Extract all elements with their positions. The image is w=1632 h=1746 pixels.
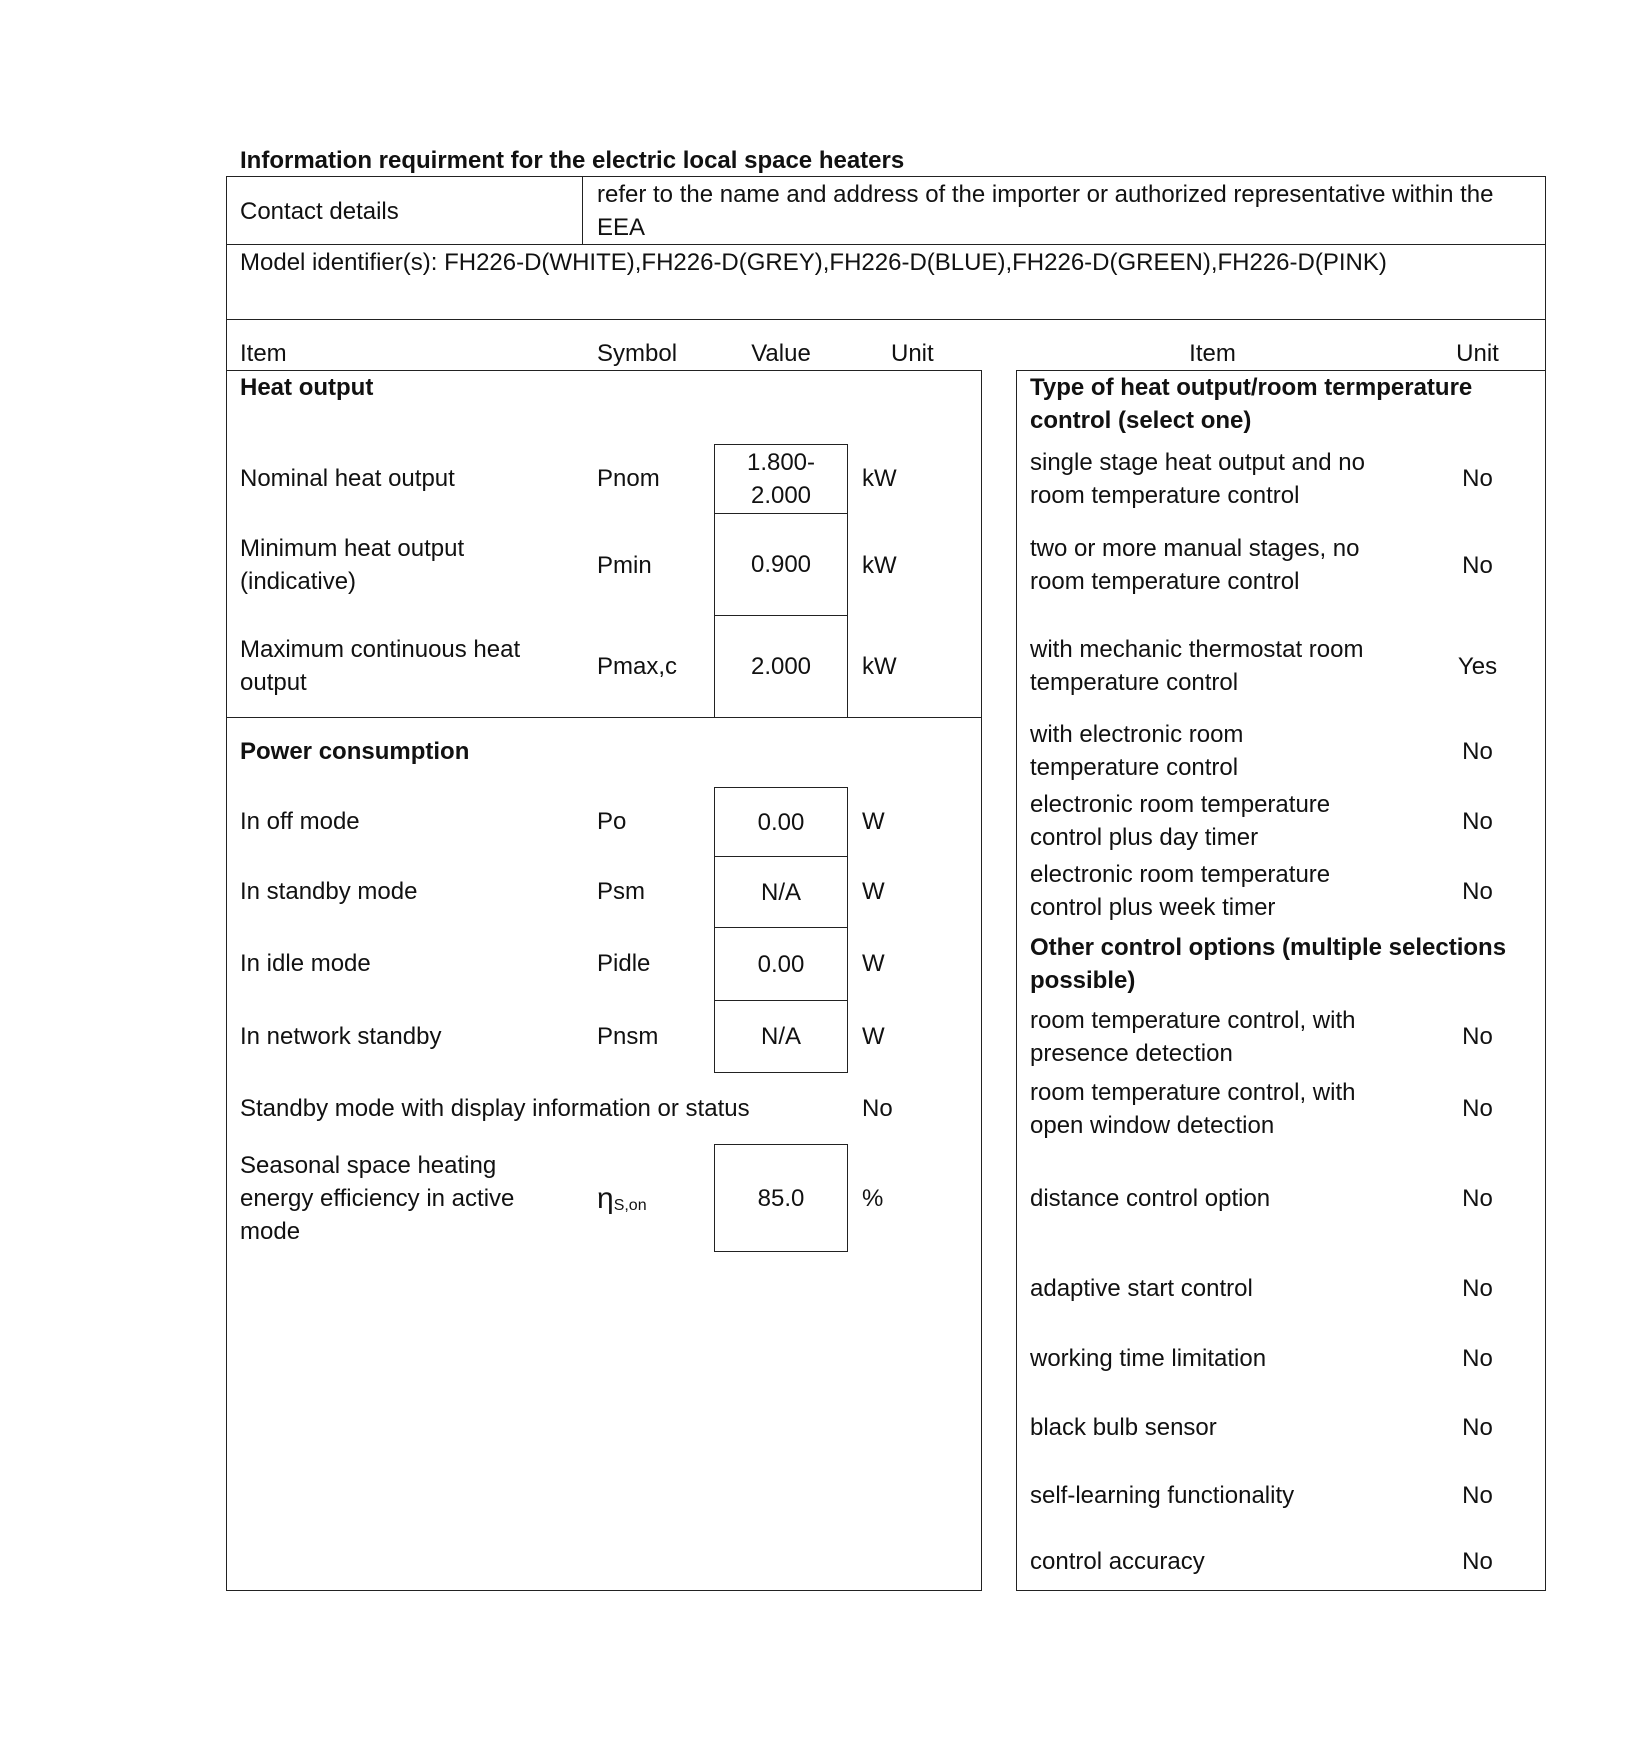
control-mechanic-thermostat-line1: with mechanic thermostat room (1030, 636, 1364, 663)
nominal-heat-output-unit: kW (862, 465, 897, 492)
other-distance-control-value: No (1462, 1185, 1493, 1212)
idle-mode-symbol: Pidle (597, 950, 651, 977)
minimum-heat-output-unit: kW (862, 552, 897, 579)
control-single-stage-line2: room temperature control (1030, 482, 1300, 509)
control-manual-stages-line1: two or more manual stages, no (1030, 535, 1360, 562)
control-single-stage-line1: single stage heat output and no (1030, 449, 1365, 476)
standby-mode-symbol: Psm (597, 878, 645, 905)
other-control-accuracy: control accuracy (1030, 1548, 1205, 1575)
max-continuous-heat-output-value-text: 2.000 (750, 653, 812, 680)
control-week-timer-line2: control plus week timer (1030, 894, 1276, 921)
seasonal-efficiency-value (714, 1144, 848, 1252)
left-header-symbol: Symbol (597, 340, 678, 367)
control-week-timer-value: No (1462, 878, 1493, 905)
nominal-heat-output-label: Nominal heat output (240, 465, 455, 492)
seasonal-efficiency-value-text: 85.0 (757, 1184, 805, 1212)
off-mode-symbol: Po (597, 808, 627, 835)
control-manual-stages-value: No (1462, 552, 1493, 579)
left-header-item: Item (240, 340, 287, 367)
nominal-heat-output-value-line1: 1.800- (746, 449, 816, 476)
other-distance-control: distance control option (1030, 1185, 1271, 1212)
rule-right-section-left (1016, 370, 1017, 1591)
off-mode-value-text: 0.00 (757, 808, 805, 836)
rule-heat-output-bottom (226, 717, 982, 718)
other-presence-detection-line1: room temperature control, with (1030, 1007, 1356, 1034)
other-adaptive-start-value: No (1462, 1275, 1493, 1302)
control-day-timer-value: No (1462, 808, 1493, 835)
contact-label: Contact details (240, 198, 399, 225)
left-header-unit: Unit (891, 340, 934, 367)
other-open-window-value: No (1462, 1095, 1493, 1122)
other-black-bulb: black bulb sensor (1030, 1414, 1217, 1441)
network-standby-value-text: N/A (760, 1023, 801, 1050)
rule-top (226, 176, 1546, 177)
standby-mode-unit: W (862, 878, 885, 905)
rule-model-bottom (226, 319, 1546, 320)
control-day-timer-line1: electronic room temperature (1030, 791, 1331, 818)
nominal-heat-output-value-line2: 2.000 (750, 482, 812, 509)
rule-left-section-right (981, 370, 982, 1591)
control-electronic-line2: temperature control (1030, 754, 1239, 781)
contact-value-line1: refer to the name and address of the importer or authorized representative within the (597, 181, 1494, 208)
other-control-accuracy-value: No (1462, 1548, 1493, 1575)
control-week-timer-line1: electronic room temperature (1030, 861, 1331, 888)
idle-mode-value (714, 927, 848, 1001)
right-header-unit: Unit (1456, 340, 1499, 367)
seasonal-efficiency-label-line2: energy efficiency in active (240, 1185, 515, 1212)
off-mode-unit: W (862, 808, 885, 835)
minimum-heat-output-value (714, 513, 848, 616)
contact-value-line2: EEA (597, 214, 646, 241)
control-type-heading-line1: Type of heat output/room termperature (1030, 374, 1473, 401)
minimum-heat-output-symbol: Pmin (597, 552, 652, 579)
network-standby-value (714, 1000, 848, 1073)
power-consumption-heading: Power consumption (240, 738, 470, 765)
other-controls-heading-line2: possible) (1030, 967, 1136, 994)
other-open-window-line1: room temperature control, with (1030, 1079, 1356, 1106)
other-black-bulb-value: No (1462, 1414, 1493, 1441)
idle-mode-label: In idle mode (240, 950, 371, 977)
max-continuous-heat-output-label-line2: output (240, 669, 307, 696)
seasonal-efficiency-label-line3: mode (240, 1218, 301, 1245)
minimum-heat-output-label-line1: Minimum heat output (240, 535, 465, 562)
standby-mode-label: In standby mode (240, 878, 418, 905)
standby-mode-value (714, 856, 848, 928)
seasonal-efficiency-symbol (597, 1182, 647, 1222)
standby-display-label: Standby mode with display information or status (240, 1095, 750, 1122)
rule-bottom-left (226, 1590, 982, 1591)
control-electronic-line1: with electronic room (1030, 721, 1244, 748)
document-title: Information requirment for the electric local space heaters (240, 147, 905, 174)
seasonal-efficiency-label-line1: Seasonal space heating (240, 1152, 497, 1179)
idle-mode-unit: W (862, 950, 885, 977)
other-presence-detection-line2: presence detection (1030, 1040, 1233, 1067)
other-presence-detection-value: No (1462, 1023, 1493, 1050)
other-working-time-value: No (1462, 1345, 1493, 1372)
standby-mode-value-text: N/A (760, 878, 801, 906)
network-standby-label: In network standby (240, 1023, 442, 1050)
seasonal-efficiency-unit: % (862, 1185, 884, 1212)
control-manual-stages-line2: room temperature control (1030, 568, 1300, 595)
off-mode-value (714, 787, 848, 857)
off-mode-label: In off mode (240, 808, 360, 835)
rule-left (226, 176, 227, 1591)
control-mechanic-thermostat-line2: temperature control (1030, 669, 1239, 696)
max-continuous-heat-output-label-line1: Maximum continuous heat (240, 636, 521, 663)
other-self-learning-value: No (1462, 1482, 1493, 1509)
network-standby-unit: W (862, 1023, 885, 1050)
control-type-heading-line2: control (select one) (1030, 407, 1252, 434)
minimum-heat-output-label-line2: (indicative) (240, 568, 357, 595)
other-controls-heading-line1: Other control options (multiple selections (1030, 934, 1507, 961)
left-header-value: Value (751, 340, 811, 367)
idle-mode-value-text: 0.00 (757, 950, 805, 978)
max-continuous-heat-output-unit: kW (862, 653, 897, 680)
model-identifier: Model identifier(s): FH226-D(WHITE),FH226-D(GREY),FH226-D(BLUE),FH226-D(GREEN),FH226-D(PINK) (240, 249, 1387, 276)
control-single-stage-value: No (1462, 465, 1493, 492)
rule-contact-divider (582, 176, 583, 244)
seasonal-efficiency-symbol-main: η (597, 1182, 614, 1215)
other-open-window-line2: open window detection (1030, 1112, 1275, 1139)
max-continuous-heat-output-value (714, 615, 848, 718)
rule-bottom-right (1016, 1590, 1546, 1591)
control-electronic-value: No (1462, 738, 1493, 765)
other-adaptive-start: adaptive start control (1030, 1275, 1253, 1302)
other-self-learning: self-learning functionality (1030, 1482, 1295, 1509)
minimum-heat-output-value-text: 0.900 (750, 551, 812, 578)
control-mechanic-thermostat-value: Yes (1457, 653, 1498, 680)
rule-contact-bottom (226, 244, 1546, 245)
nominal-heat-output-symbol: Pnom (597, 465, 660, 492)
heat-output-heading: Heat output (240, 374, 374, 401)
control-day-timer-line2: control plus day timer (1030, 824, 1259, 851)
network-standby-symbol: Pnsm (597, 1023, 659, 1050)
standby-display-value: No (862, 1095, 893, 1122)
nominal-heat-output-value (714, 444, 848, 514)
rule-right (1545, 176, 1546, 1591)
right-header-item: Item (1189, 340, 1236, 367)
max-continuous-heat-output-symbol: Pmax,c (597, 653, 678, 680)
seasonal-efficiency-symbol-sub: S,on (613, 1197, 647, 1214)
other-working-time: working time limitation (1030, 1345, 1267, 1372)
